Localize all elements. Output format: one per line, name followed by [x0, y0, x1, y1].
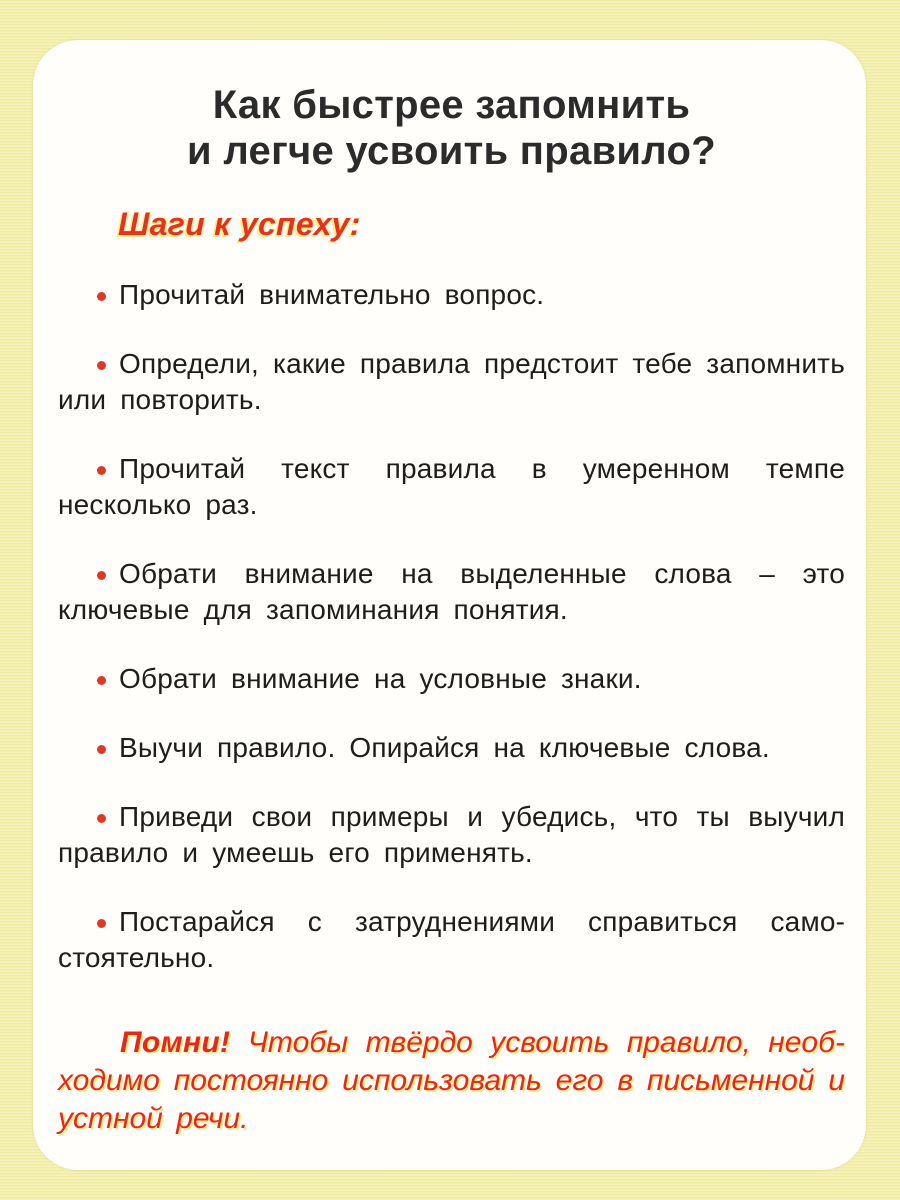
bullet-icon [97, 292, 106, 301]
bullet-icon [97, 745, 106, 754]
step-text: Обрати внимание на выделенные слова – это ключевые для запоминания понятия. [58, 558, 845, 625]
step-item-4 [58, 556, 845, 628]
step-item-8 [58, 904, 845, 976]
step-item-7 [58, 799, 845, 871]
reminder-note [58, 1024, 845, 1138]
step-item-1 [58, 277, 845, 313]
step-item-6 [58, 730, 845, 766]
step-text: Выучи правило. Опирайся на ключевые слова. [119, 732, 770, 763]
page-title [58, 82, 845, 174]
bullet-icon [97, 814, 106, 823]
step-text: Определи, какие правила предстоит тебе запомнить или повторить. [58, 348, 845, 415]
memo-card [33, 40, 866, 1170]
page-title-line2: и легче усвоить правило? [187, 129, 716, 173]
bullet-icon [97, 361, 106, 370]
step-text: Обрати внимание на условные знаки. [119, 663, 642, 694]
reminder-text: Чтобы твёрдо усвоить правило, необходимо постоянно использовать его в письменной и устной речи. [58, 1026, 845, 1135]
page-title-line1: Как быстрее запомнить [212, 83, 691, 127]
step-text: Приведи свои примеры и убедись, что ты выучил правило и умеешь его применять. [58, 801, 845, 868]
bullet-icon [97, 466, 106, 475]
step-item-3 [58, 451, 845, 523]
bullet-icon [97, 571, 106, 580]
bullet-icon [97, 676, 106, 685]
reminder-lead: Помни! [120, 1026, 231, 1059]
step-item-2 [58, 346, 845, 418]
step-item-5 [58, 661, 845, 697]
step-text: Постарайся с затруднениями справиться самостоятельно. [58, 906, 845, 973]
section-heading: Шаги к успеху: [118, 206, 361, 242]
step-text: Прочитай внимательно вопрос. [119, 279, 545, 310]
bullet-icon [97, 919, 106, 928]
step-text: Прочитай текст правила в умеренном темпе несколько раз. [58, 453, 845, 520]
